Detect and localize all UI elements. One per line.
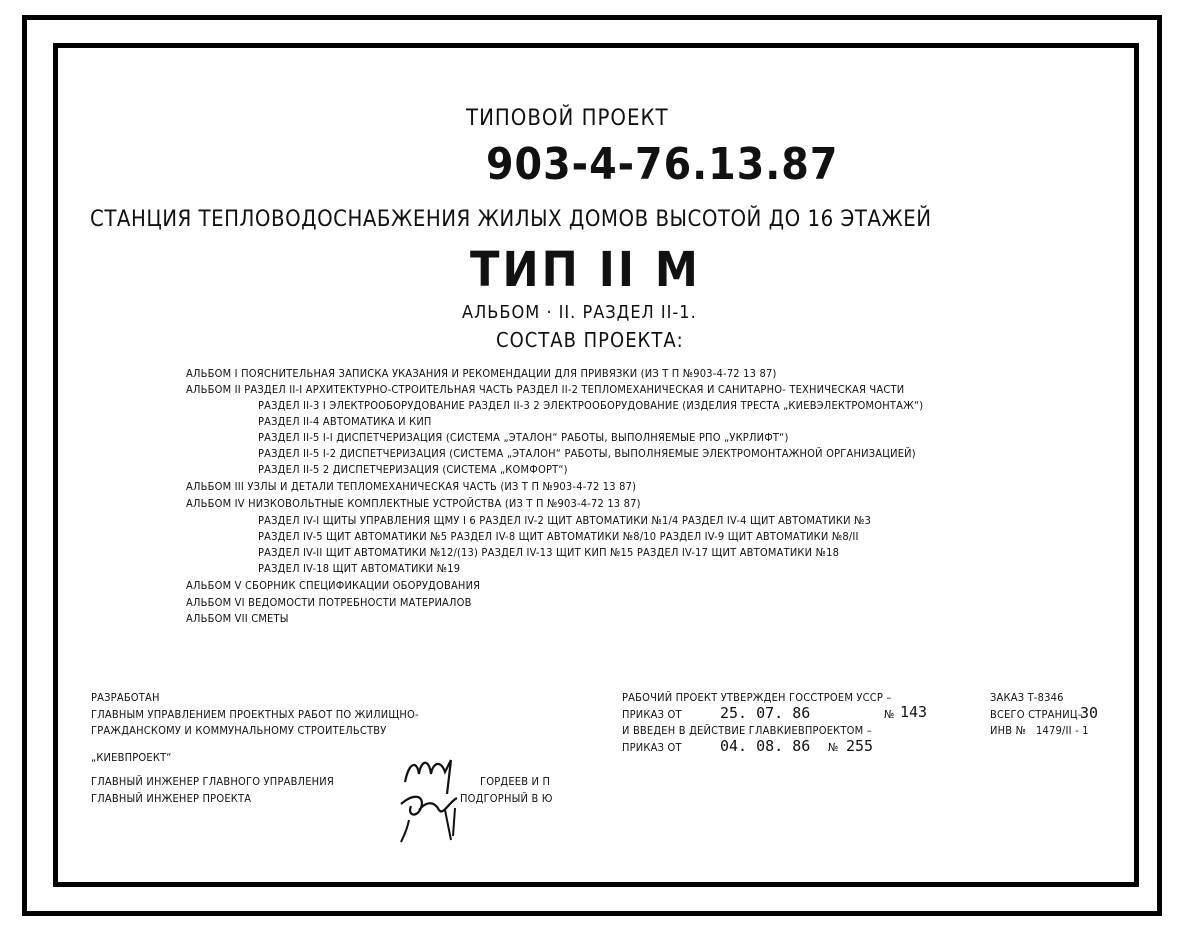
project-number: 903-4-76.13.87 [486,139,839,190]
list-item: РАЗДЕЛ II-3 I ЭЛЕКТРООБОРУДОВАНИЕ РАЗДЕЛ II-3 2 ЭЛЕКТРООБОРУДОВАНИЕ (ИЗДЕЛИЯ ТРЕСТА „КИЕВЭЛЕКТРОМОНТАЖ“) [258,399,924,412]
order-date-1: 25. 07. 86 [720,704,811,722]
list-item: РАЗДЕЛ II-5 2 ДИСПЕТЧЕРИЗАЦИЯ (СИСТЕМА „КОМФОРТ“) [258,463,568,476]
order-label-1: ПРИКАЗ ОТ [622,708,682,721]
list-item: АЛЬБОМ VI ВЕДОМОСТИ ПОТРЕБНОСТИ МАТЕРИАЛОВ [186,596,472,609]
developed-by-line2: ГРАЖДАНСКОМУ И КОММУНАЛЬНОМУ СТРОИТЕЛЬСТВУ [91,724,387,737]
project-engineer-label: ГЛАВНЫЙ ИНЖЕНЕР ПРОЕКТА [91,792,252,805]
list-item: АЛЬБОМ II РАЗДЕЛ II-I АРХИТЕКТУРНО-СТРОИТЕЛЬНАЯ ЧАСТЬ РАЗДЕЛ II-2 ТЕПЛОМЕХАНИЧЕСКАЯ И САНИТАРНО- ТЕХНИЧЕСКАЯ ЧАСТИ [186,383,905,396]
doc-type-title: ТИПОВОЙ ПРОЕКТ [466,106,669,131]
list-item: РАЗДЕЛ IV-18 ЩИТ АВТОМАТИКИ №19 [258,562,461,575]
list-item: АЛЬБОМ I ПОЯСНИТЕЛЬНАЯ ЗАПИСКА УКАЗАНИЯ И РЕКОМЕНДАЦИИ ДЛЯ ПРИВЯЗКИ (ИЗ Т П №903-4-72 13 87) [186,367,777,380]
list-item: РАЗДЕЛ II-5 I-I ДИСПЕТЧЕРИЗАЦИЯ (СИСТЕМА „ЭТАЛОН“ РАБОТЫ, ВЫПОЛНЯЕМЫЕ РПО „УКРЛИФТ“) [258,431,789,444]
list-item: РАЗДЕЛ II-4 АВТОМАТИКА И КИП [258,415,432,428]
order-no-2: 255 [846,737,874,755]
organization-name: „КИЕВПРОЕКТ“ [91,751,172,764]
album-section: АЛЬБОМ · II. РАЗДЕЛ II-1. [462,302,697,323]
order-no-1: 143 [900,703,928,721]
order-no-label-1: № [884,708,895,721]
list-item: АЛЬБОМ III УЗЛЫ И ДЕТАЛИ ТЕПЛОМЕХАНИЧЕСКАЯ ЧАСТЬ (ИЗ Т П №903-4-72 13 87) [186,480,637,493]
inv-label: ИНВ № [990,724,1027,737]
approved-line: РАБОЧИЙ ПРОЕКТ УТВЕРЖДЕН ГОССТРОЕМ УССР – [622,691,892,704]
list-item: АЛЬБОМ V СБОРНИК СПЕЦИФИКАЦИИ ОБОРУДОВАНИЯ [186,579,481,592]
signature-icon [395,752,470,844]
project-subtitle: СТАНЦИЯ ТЕПЛОВОДОСНАБЖЕНИЯ ЖИЛЫХ ДОМОВ ВЫСОТОЙ ДО 16 ЭТАЖЕЙ [90,207,932,232]
order-date-2: 04. 08. 86 [720,737,811,755]
project-engineer-name: ПОДГОРНЫЙ В Ю [460,792,553,805]
pages-label: ВСЕГО СТРАНИЦ– [990,708,1083,721]
list-item: АЛЬБОМ VII СМЕТЫ [186,612,289,625]
order-code: ЗАКАЗ Т-8346 [990,691,1064,704]
project-type: ТИП II M [470,242,701,298]
list-item: РАЗДЕЛ IV-II ЩИТ АВТОМАТИКИ №12/(13) РАЗДЕЛ IV-13 ЩИТ КИП №15 РАЗДЕЛ IV-17 ЩИТ АВТОМАТИКИ №18 [258,546,840,559]
developed-by-line1: ГЛАВНЫМ УПРАВЛЕНИЕМ ПРОЕКТНЫХ РАБОТ ПО ЖИЛИЩНО- [91,708,419,721]
list-item: РАЗДЕЛ IV-5 ЩИТ АВТОМАТИКИ №5 РАЗДЕЛ IV-8 ЩИТ АВТОМАТИКИ №8/10 РАЗДЕЛ IV-9 ЩИТ АВТОМАТИКИ №8/II [258,530,859,543]
pages-value: 30 [1080,704,1099,722]
list-item: РАЗДЕЛ IV-I ЩИТЫ УПРАВЛЕНИЯ ЩМУ I 6 РАЗДЕЛ IV-2 ЩИТ АВТОМАТИКИ №1/4 РАЗДЕЛ IV-4 ЩИТ АВТОМАТИКИ №3 [258,514,872,527]
chief-engineer-name: ГОРДЕЕВ И П [480,775,551,788]
developed-label: РАЗРАБОТАН [91,691,160,704]
enacted-line: И ВВЕДЕН В ДЕЙСТВИЕ ГЛАВКИЕВПРОЕКТОМ – [622,724,872,737]
list-item: АЛЬБОМ IV НИЗКОВОЛЬТНЫЕ КОМПЛЕКТНЫЕ УСТРОЙСТВА (ИЗ Т П №903-4-72 13 87) [186,497,641,510]
chief-engineer-label: ГЛАВНЫЙ ИНЖЕНЕР ГЛАВНОГО УПРАВЛЕНИЯ [91,775,334,788]
inv-value: 1479/II - 1 [1036,724,1089,737]
composition-title: СОСТАВ ПРОЕКТА: [496,328,684,352]
order-label-2: ПРИКАЗ ОТ [622,741,682,754]
list-item: РАЗДЕЛ II-5 I-2 ДИСПЕТЧЕРИЗАЦИЯ (СИСТЕМА „ЭТАЛОН“ РАБОТЫ, ВЫПОЛНЯЕМЫЕ ЭЛЕКТРОМОНТАЖНОЙ ОРГАНИЗАЦИЕЙ) [258,447,916,460]
order-no-label-2: № [828,741,839,754]
